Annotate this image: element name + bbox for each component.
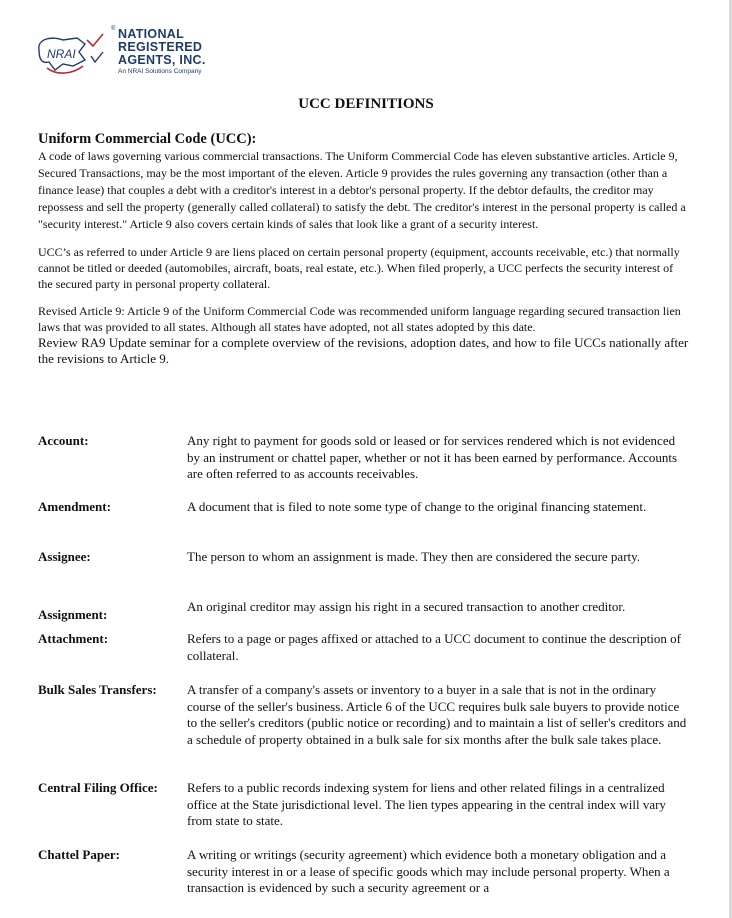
definition-text: A writing or writings (security agreement) which evidence both a monetary obligation and a security interest in or a lease of specific goods which may include personal property. When a transaction is evidenced by such a security agreement or a <box>187 847 670 895</box>
company-logo <box>33 28 233 80</box>
intro-section <box>38 131 690 378</box>
definition-term: Attachment: <box>38 631 109 646</box>
definition-text: Refers to a page or pages affixed or attached to a UCC document to continue the description of collateral. <box>187 631 681 663</box>
definition-term: Assignment: <box>38 607 108 622</box>
definition-text: Refers to a public records indexing system for liens and other related filings in a centralized office at the State jurisdictional level. The lien types appearing in the central index will vary from state to state. <box>187 780 666 828</box>
definition-term: Chattel Paper: <box>38 847 120 862</box>
logo-mark-text: NRAI <box>47 47 76 61</box>
intro-heading: Uniform Commercial Code (UCC): <box>38 131 257 147</box>
logo-wordmark <box>118 28 206 76</box>
definition-text: A transfer of a company's assets or inventory to a buyer in a sale that is not in the ordinary course of the seller's business. Article 6 of the UCC requires bulk sale buyers to provide notice to the seller's creditors (public notice or recording) and to maintain a list of seller's creditors and a schedule of property obtained in a bulk sale for six months after the bulk sale takes place. <box>187 682 687 747</box>
definition-term: Account: <box>38 433 89 448</box>
definition-term: Assignee: <box>38 549 91 564</box>
definition-text: An original creditor may assign his right in a secured transaction to another creditor. <box>187 599 626 614</box>
nrai-logo-icon <box>33 30 111 76</box>
logo-line-1: NATIONAL <box>118 27 185 41</box>
intro-paragraph-1: A code of laws governing various commercial transactions. The Uniform Commercial Code has eleven substantive articles. Article 9, Secured Transactions, may be the most important of the eleven. Article 9 provides the rules governing any transaction (other than a finance lease) that couples a debt with a creditor's interest in a debtor's personal property. If the debtor defaults, the creditor may repossess and sell the property (generally called collateral) to satisfy the debt. The creditor's interest in the personal property is called a "security interest." Article 9 also covers certain kinds of sales that look like a grant of a security interest. <box>38 149 686 231</box>
definition-term: Amendment: <box>38 499 111 514</box>
logo-line-3: AGENTS, INC. <box>118 53 206 67</box>
page-title: UCC DEFINITIONS <box>298 96 434 112</box>
logo-subtitle: An NRAI Solutions Company <box>118 68 202 75</box>
definition-term: Bulk Sales Transfers: <box>38 682 157 697</box>
intro-paragraph-2: UCC’s as referred to under Article 9 are liens placed on certain personal property (equipment, accounts receivable, etc.) that normally cannot be titled or deeded (automobiles, aircraft, boats, real estate, etc.). When filed properly, a UCC perfects the security interest of the secured party in personal property collateral. <box>38 245 680 291</box>
definition-text: The person to whom an assignment is made. They then are considered the secure party. <box>187 549 641 564</box>
intro-paragraph-3: Revised Article 9: Article 9 of the Uniform Commercial Code was recommended uniform language regarding secured transaction lien laws that was provided to all states. Although all states have adopted, not all states adopted by this date. <box>38 304 681 334</box>
intro-paragraph-4: Review RA9 Update seminar for a complete overview of the revisions, adoption dates, and how to file UCCs nationally after the revisions to Article 9. <box>38 335 689 366</box>
definition-text: A document that is filed to note some type of change to the original financing statement. <box>187 499 647 514</box>
registered-mark: ® <box>111 26 116 32</box>
definition-term: Central Filing Office: <box>38 780 158 795</box>
definition-text: Any right to payment for goods sold or leased or for services rendered which is not evidenced by an instrument or chattel paper, whether or not it has been earned by performance. Accounts are often referred to as accounts receivables. <box>187 433 678 481</box>
logo-line-2: REGISTERED <box>118 40 203 54</box>
